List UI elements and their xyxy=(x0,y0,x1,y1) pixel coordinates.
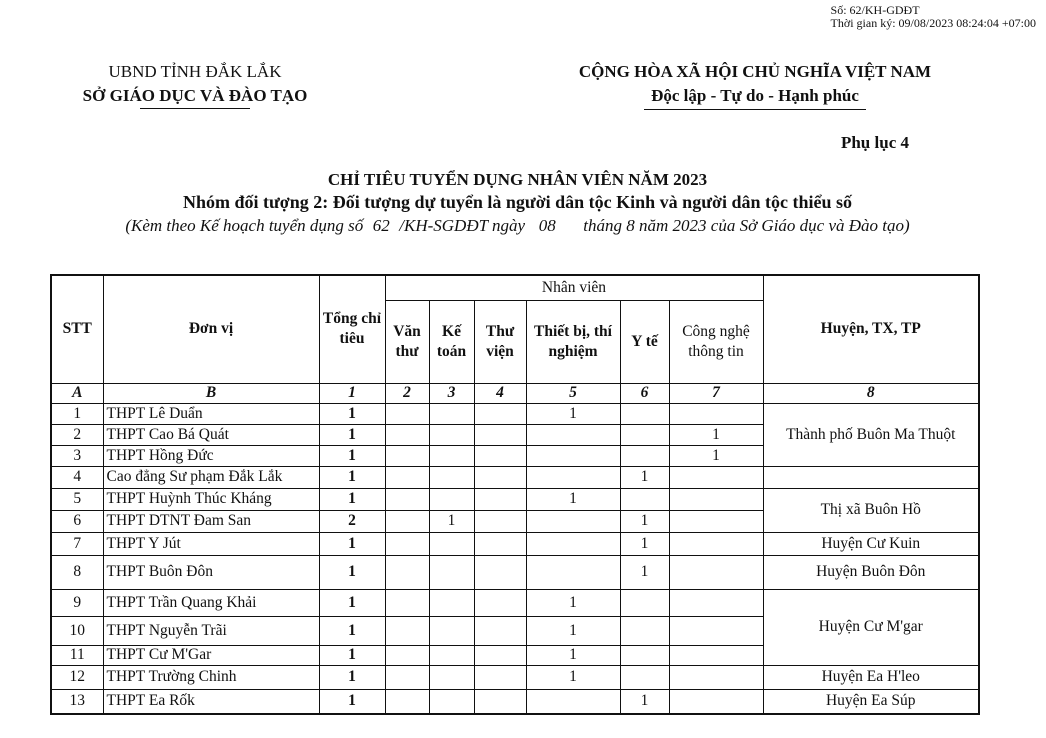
row-van-thu xyxy=(385,589,429,616)
letter-3: 3 xyxy=(429,383,474,403)
row-van-thu xyxy=(385,510,429,532)
row-cntt xyxy=(669,589,763,616)
row-cntt xyxy=(669,510,763,532)
row-unit: THPT Lê Duẩn xyxy=(103,403,319,424)
row-y-te: 1 xyxy=(620,510,669,532)
motto-underline xyxy=(644,109,866,110)
row-stt: 4 xyxy=(51,466,103,488)
row-region: Huyện Cư Kuin xyxy=(763,532,979,555)
row-y-te: 1 xyxy=(620,555,669,589)
row-total: 1 xyxy=(319,616,385,645)
row-van-thu xyxy=(385,689,429,714)
quota-table xyxy=(50,274,980,715)
row-cntt xyxy=(669,665,763,689)
row-total: 2 xyxy=(319,510,385,532)
row-total: 1 xyxy=(319,424,385,445)
row-region: Thành phố Buôn Ma Thuột xyxy=(763,403,979,466)
row-unit: THPT DTNT Đam San xyxy=(103,510,319,532)
row-cntt xyxy=(669,555,763,589)
signature-time: Thời gian ký: 09/08/2023 08:24:04 +07:00 xyxy=(830,16,1036,30)
appendix-label: Phụ lục 4 xyxy=(840,133,909,152)
row-cntt xyxy=(669,403,763,424)
row-ke-toan xyxy=(429,424,474,445)
row-ke-toan xyxy=(429,555,474,589)
republic-line1: CỘNG HÒA XÃ HỘI CHỦ NGHĨA VIỆT NAM xyxy=(578,62,932,81)
row-van-thu xyxy=(385,645,429,665)
row-ke-toan xyxy=(429,445,474,466)
row-van-thu xyxy=(385,488,429,510)
row-stt: 5 xyxy=(51,488,103,510)
row-region: Thị xã Buôn Hồ xyxy=(763,488,979,532)
table-row xyxy=(51,689,979,714)
row-van-thu xyxy=(385,466,429,488)
row-stt: 3 xyxy=(51,445,103,466)
row-ke-toan xyxy=(429,616,474,645)
title-line3-number: 62 xyxy=(372,216,390,235)
row-stt: 12 xyxy=(51,665,103,689)
row-region: Huyện Ea H'leo xyxy=(763,665,979,689)
row-total: 1 xyxy=(319,445,385,466)
row-ke-toan xyxy=(429,466,474,488)
row-y-te: 1 xyxy=(620,466,669,488)
row-y-te xyxy=(620,424,669,445)
row-cntt xyxy=(669,616,763,645)
row-thiet-bi: 1 xyxy=(526,403,620,424)
table-row xyxy=(51,532,979,555)
letter-1: 1 xyxy=(319,383,385,403)
header-stt: STT xyxy=(51,275,103,383)
row-thiet-bi: 1 xyxy=(526,616,620,645)
agency-underline xyxy=(140,108,250,109)
row-ke-toan xyxy=(429,689,474,714)
document-title-block xyxy=(40,168,995,237)
row-thiet-bi: 1 xyxy=(526,488,620,510)
signature-number: Số: 62/KH-GDĐT xyxy=(830,3,920,17)
row-total: 1 xyxy=(319,532,385,555)
row-y-te xyxy=(620,665,669,689)
row-cntt: 1 xyxy=(669,445,763,466)
row-stt: 2 xyxy=(51,424,103,445)
row-unit: THPT Cư M'Gar xyxy=(103,645,319,665)
row-thu-vien xyxy=(474,488,526,510)
letter-8: 8 xyxy=(763,383,979,403)
letter-7: 7 xyxy=(669,383,763,403)
row-van-thu xyxy=(385,532,429,555)
row-ke-toan xyxy=(429,589,474,616)
row-unit: THPT Nguyễn Trãi xyxy=(103,616,319,645)
row-thiet-bi: 1 xyxy=(526,589,620,616)
row-y-te xyxy=(620,616,669,645)
row-stt: 8 xyxy=(51,555,103,589)
row-y-te: 1 xyxy=(620,532,669,555)
row-thiet-bi xyxy=(526,424,620,445)
row-thu-vien xyxy=(474,403,526,424)
title-line3 xyxy=(40,214,995,237)
row-van-thu xyxy=(385,403,429,424)
row-thiet-bi xyxy=(526,555,620,589)
row-thiet-bi: 1 xyxy=(526,645,620,665)
row-y-te xyxy=(620,488,669,510)
row-stt: 9 xyxy=(51,589,103,616)
title-line3-day: 08 xyxy=(538,216,556,235)
header-van-thu: Văn thư xyxy=(385,300,429,383)
title-line3-part2: /KH-SGDĐT ngày xyxy=(399,216,526,235)
row-ke-toan xyxy=(429,532,474,555)
row-thu-vien xyxy=(474,424,526,445)
row-thu-vien xyxy=(474,445,526,466)
row-thiet-bi xyxy=(526,445,620,466)
row-thiet-bi xyxy=(526,466,620,488)
row-thiet-bi xyxy=(526,532,620,555)
row-stt: 13 xyxy=(51,689,103,714)
row-ke-toan: 1 xyxy=(429,510,474,532)
row-cntt xyxy=(669,532,763,555)
row-unit: THPT Hồng Đức xyxy=(103,445,319,466)
row-thu-vien xyxy=(474,466,526,488)
title-line3-part1: (Kèm theo Kế hoạch tuyển dụng số xyxy=(125,216,364,235)
row-y-te xyxy=(620,589,669,616)
letter-2: 2 xyxy=(385,383,429,403)
header-y-te: Y tế xyxy=(620,300,669,383)
row-thu-vien xyxy=(474,532,526,555)
row-cntt xyxy=(669,488,763,510)
row-stt: 7 xyxy=(51,532,103,555)
row-stt: 1 xyxy=(51,403,103,424)
row-unit: THPT Trần Quang Khải xyxy=(103,589,319,616)
row-van-thu xyxy=(385,616,429,645)
row-thu-vien xyxy=(474,589,526,616)
row-thu-vien xyxy=(474,689,526,714)
header-unit: Đơn vị xyxy=(103,275,319,383)
table-row xyxy=(51,665,979,689)
row-total: 1 xyxy=(319,665,385,689)
header-thu-vien: Thư viện xyxy=(474,300,526,383)
row-stt: 11 xyxy=(51,645,103,665)
row-region: Huyện Buôn Đôn xyxy=(763,555,979,589)
row-total: 1 xyxy=(319,403,385,424)
row-unit: THPT Huỳnh Thúc Kháng xyxy=(103,488,319,510)
republic-line2: Độc lập - Tự do - Hạnh phúc xyxy=(651,86,859,105)
row-cntt xyxy=(669,689,763,714)
row-thu-vien xyxy=(474,645,526,665)
header-cntt: Công nghệ thông tin xyxy=(669,300,763,383)
table-row xyxy=(51,466,979,488)
header-row-1 xyxy=(51,275,979,300)
row-thiet-bi: 1 xyxy=(526,665,620,689)
row-thiet-bi xyxy=(526,689,620,714)
row-van-thu xyxy=(385,665,429,689)
row-thiet-bi xyxy=(526,510,620,532)
agency-line1: UBND TỈNH ĐẮK LẮK xyxy=(108,62,282,81)
issuing-agency xyxy=(60,60,330,109)
row-region: Huyện Ea Súp xyxy=(763,689,979,714)
digital-signature-stamp xyxy=(831,4,1036,30)
header-thiet-bi: Thiết bị, thí nghiệm xyxy=(526,300,620,383)
row-cntt: 1 xyxy=(669,424,763,445)
letter-4: 4 xyxy=(474,383,526,403)
title-line2: Nhóm đối tượng 2: Đối tượng dự tuyển là người dân tộc Kinh và người dân tộc thiểu số xyxy=(183,192,852,212)
row-stt: 6 xyxy=(51,510,103,532)
agency-line2: SỞ GIÁO DỤC VÀ ĐÀO TẠO xyxy=(82,86,308,105)
header-total: Tổng chỉ tiêu xyxy=(319,275,385,383)
row-unit: Cao đẳng Sư phạm Đắk Lắk xyxy=(103,466,319,488)
row-van-thu xyxy=(385,555,429,589)
header-region: Huyện, TX, TP xyxy=(763,275,979,383)
row-total: 1 xyxy=(319,555,385,589)
row-unit: THPT Buôn Đôn xyxy=(103,555,319,589)
table-row xyxy=(51,403,979,424)
row-total: 1 xyxy=(319,466,385,488)
row-y-te xyxy=(620,403,669,424)
row-y-te xyxy=(620,645,669,665)
letter-6: 6 xyxy=(620,383,669,403)
column-letter-row xyxy=(51,383,979,403)
row-unit: THPT Cao Bá Quát xyxy=(103,424,319,445)
row-ke-toan xyxy=(429,403,474,424)
row-thu-vien xyxy=(474,555,526,589)
row-ke-toan xyxy=(429,488,474,510)
title-line3-part3: tháng 8 năm 2023 của Sở Giáo dục và Đào tạo) xyxy=(583,216,910,235)
row-cntt xyxy=(669,645,763,665)
row-ke-toan xyxy=(429,665,474,689)
table-row xyxy=(51,488,979,510)
letter-5: 5 xyxy=(526,383,620,403)
row-total: 1 xyxy=(319,645,385,665)
row-cntt xyxy=(669,466,763,488)
row-van-thu xyxy=(385,445,429,466)
row-thu-vien xyxy=(474,510,526,532)
header-staff-group: Nhân viên xyxy=(385,275,763,300)
national-heading xyxy=(520,60,990,110)
title-line1: CHỈ TIÊU TUYỂN DỤNG NHÂN VIÊN NĂM 2023 xyxy=(327,170,708,189)
row-thu-vien xyxy=(474,665,526,689)
row-y-te xyxy=(620,445,669,466)
row-unit: THPT Trường Chinh xyxy=(103,665,319,689)
row-total: 1 xyxy=(319,689,385,714)
row-stt: 10 xyxy=(51,616,103,645)
table-row xyxy=(51,589,979,616)
table-row xyxy=(51,555,979,589)
row-ke-toan xyxy=(429,645,474,665)
row-van-thu xyxy=(385,424,429,445)
row-unit: THPT Ea Rốk xyxy=(103,689,319,714)
letter-b: B xyxy=(103,383,319,403)
row-region: Huyện Cư M'gar xyxy=(763,589,979,665)
row-y-te: 1 xyxy=(620,689,669,714)
row-unit: THPT Y Jút xyxy=(103,532,319,555)
header-ke-toan: Kế toán xyxy=(429,300,474,383)
letter-a: A xyxy=(51,383,103,403)
row-thu-vien xyxy=(474,616,526,645)
row-total: 1 xyxy=(319,488,385,510)
row-total: 1 xyxy=(319,589,385,616)
